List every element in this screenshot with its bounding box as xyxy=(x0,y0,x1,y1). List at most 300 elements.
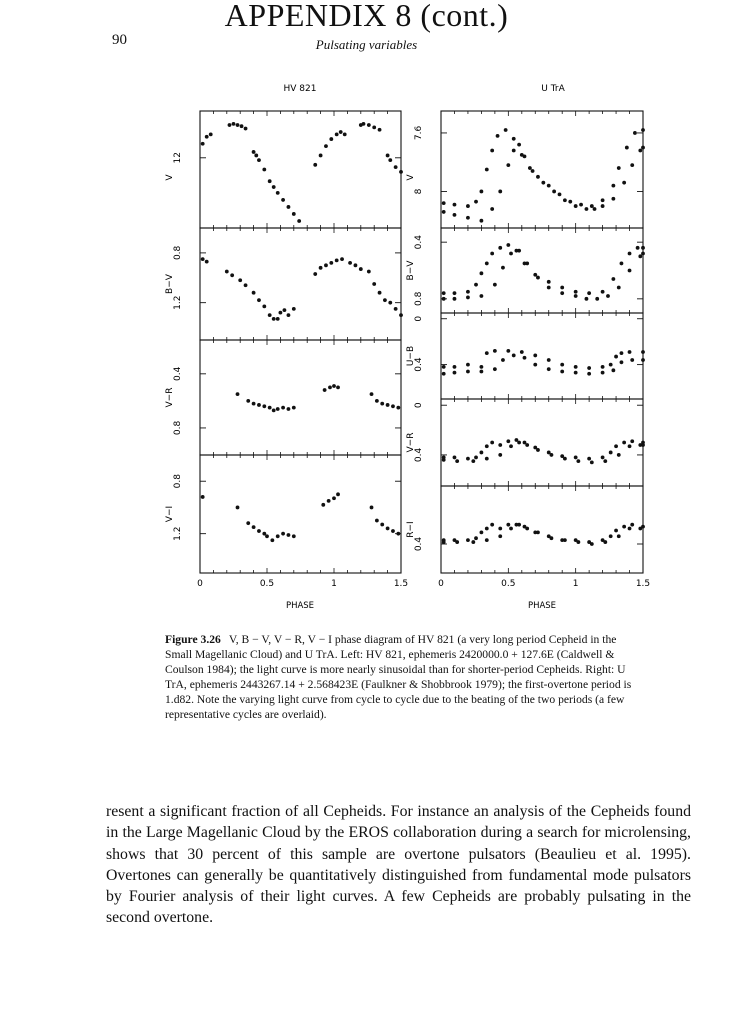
data-point xyxy=(205,135,209,139)
data-point xyxy=(205,260,209,264)
data-point xyxy=(329,261,333,265)
data-point xyxy=(336,492,340,496)
data-point xyxy=(609,534,613,538)
data-point xyxy=(547,367,551,371)
data-point xyxy=(265,534,269,538)
data-point xyxy=(574,290,578,294)
panel-v-r xyxy=(406,399,645,486)
data-point xyxy=(388,301,392,305)
data-point xyxy=(313,163,317,167)
data-point xyxy=(370,392,374,396)
data-point xyxy=(641,246,645,250)
data-point xyxy=(201,142,205,146)
y-tick-label: 0.8 xyxy=(173,420,183,436)
data-point xyxy=(442,540,446,544)
data-point xyxy=(517,441,521,445)
data-point xyxy=(485,538,489,542)
data-point xyxy=(550,536,554,540)
data-point xyxy=(281,198,285,202)
data-point xyxy=(585,207,589,211)
data-point xyxy=(525,262,529,266)
data-point xyxy=(558,192,562,196)
data-point xyxy=(638,149,642,153)
data-point xyxy=(378,128,382,132)
data-point xyxy=(354,263,358,267)
data-point xyxy=(272,317,276,321)
data-point xyxy=(252,525,256,529)
panel-frame xyxy=(200,111,401,228)
data-point xyxy=(283,308,287,312)
data-point xyxy=(614,355,618,359)
data-point xyxy=(611,197,615,201)
data-point xyxy=(466,216,470,220)
data-point xyxy=(574,456,578,460)
data-point xyxy=(474,456,478,460)
data-point xyxy=(563,538,567,542)
data-point xyxy=(641,358,645,362)
data-point xyxy=(228,123,232,127)
data-point xyxy=(281,406,285,410)
data-point xyxy=(517,249,521,253)
data-point xyxy=(622,441,626,445)
data-point xyxy=(609,451,613,455)
data-point xyxy=(336,385,340,389)
data-point xyxy=(560,286,564,290)
data-point xyxy=(474,283,478,287)
data-point xyxy=(257,403,261,407)
data-point xyxy=(638,254,642,258)
data-point xyxy=(490,441,494,445)
data-point xyxy=(276,534,280,538)
y-axis-label: B−V xyxy=(165,274,175,294)
data-point xyxy=(246,399,250,403)
data-point xyxy=(391,404,395,408)
data-point xyxy=(471,459,475,463)
y-tick-label: 0.8 xyxy=(173,474,183,489)
data-point xyxy=(394,307,398,311)
data-point xyxy=(547,286,551,290)
data-point xyxy=(606,294,610,298)
data-point xyxy=(268,179,272,183)
data-point xyxy=(348,261,352,265)
data-point xyxy=(319,266,323,270)
data-point xyxy=(498,453,502,457)
data-point xyxy=(442,365,446,369)
data-point xyxy=(236,506,240,510)
data-point xyxy=(232,122,236,126)
data-point xyxy=(327,499,331,503)
page-number: 90 xyxy=(112,32,127,48)
chart-utra xyxy=(406,84,650,611)
data-point xyxy=(466,204,470,208)
data-point xyxy=(560,291,564,295)
data-point xyxy=(574,365,578,369)
data-point xyxy=(547,358,551,362)
data-point xyxy=(563,198,567,202)
data-point xyxy=(335,133,339,137)
data-point xyxy=(560,363,564,367)
data-point xyxy=(209,133,213,137)
data-point xyxy=(536,276,540,280)
data-point xyxy=(485,168,489,172)
data-point xyxy=(485,351,489,355)
y-tick-label: 0.4 xyxy=(414,235,424,250)
data-point xyxy=(593,207,597,211)
data-point xyxy=(620,360,624,364)
data-point xyxy=(601,456,605,460)
data-point xyxy=(292,406,296,410)
panel-u-b xyxy=(406,313,645,399)
data-point xyxy=(528,166,532,170)
panel-frame xyxy=(441,228,643,313)
data-point xyxy=(622,181,626,185)
data-point xyxy=(547,184,551,188)
panel-frame xyxy=(441,399,643,486)
data-point xyxy=(574,294,578,298)
data-point xyxy=(455,540,459,544)
data-point xyxy=(641,443,645,447)
data-point xyxy=(523,356,527,360)
data-point xyxy=(480,370,484,374)
data-point xyxy=(630,358,634,362)
data-point xyxy=(388,158,392,162)
x-tick-label: 0 xyxy=(197,579,203,589)
data-point xyxy=(509,527,513,531)
page-title: APPENDIX 8 (cont.) xyxy=(224,0,509,33)
data-point xyxy=(485,444,489,448)
y-tick-label: 0 xyxy=(414,402,424,409)
chart-hv821 xyxy=(165,84,408,611)
data-point xyxy=(547,280,551,284)
panel-v xyxy=(406,111,645,228)
data-point xyxy=(466,538,470,542)
data-point xyxy=(453,213,457,217)
data-point xyxy=(614,529,618,533)
y-axis-label: U−B xyxy=(406,345,416,367)
data-point xyxy=(512,149,516,153)
data-point xyxy=(636,246,640,250)
panel-v xyxy=(165,111,403,228)
y-axis-label: V xyxy=(165,174,175,181)
data-point xyxy=(257,298,261,302)
data-point xyxy=(287,533,291,537)
data-point xyxy=(339,130,343,134)
data-point xyxy=(230,273,234,277)
x-tick-label: 1.5 xyxy=(635,579,651,589)
panel-frame xyxy=(441,486,643,573)
data-point xyxy=(287,313,291,317)
data-point xyxy=(236,392,240,396)
data-point xyxy=(329,137,333,141)
data-point xyxy=(370,506,374,510)
data-point xyxy=(641,350,645,354)
data-point xyxy=(517,523,521,527)
data-point xyxy=(297,219,301,223)
data-point xyxy=(225,270,229,274)
data-point xyxy=(396,406,400,410)
data-point xyxy=(201,495,205,499)
data-point xyxy=(506,163,510,167)
data-point xyxy=(601,371,605,375)
data-point xyxy=(638,527,642,531)
data-point xyxy=(617,453,621,457)
x-axis-label: PHASE xyxy=(527,601,557,611)
y-tick-label: 0.8 xyxy=(173,245,183,261)
data-point xyxy=(504,128,508,132)
panel-frame xyxy=(200,455,401,573)
data-point xyxy=(276,407,280,411)
data-point xyxy=(442,201,446,205)
data-point xyxy=(633,131,637,135)
data-point xyxy=(585,297,589,301)
data-point xyxy=(560,370,564,374)
data-point xyxy=(372,282,376,286)
data-point xyxy=(252,291,256,295)
data-point xyxy=(574,204,578,208)
x-tick-label: 1 xyxy=(572,579,579,589)
data-point xyxy=(614,444,618,448)
data-point xyxy=(246,521,250,525)
data-point xyxy=(611,277,615,281)
data-point xyxy=(480,531,484,535)
x-tick-label: 0.5 xyxy=(501,579,516,589)
data-point xyxy=(324,263,328,267)
x-tick-label: 1.5 xyxy=(393,579,409,589)
y-tick-label: 1.2 xyxy=(173,295,183,310)
data-point xyxy=(541,181,545,185)
data-point xyxy=(292,307,296,311)
y-axis-label: R−I xyxy=(406,521,416,538)
data-point xyxy=(442,372,446,376)
data-point xyxy=(442,458,446,462)
data-point xyxy=(313,272,317,276)
data-point xyxy=(609,363,613,367)
data-point xyxy=(391,529,395,533)
data-point xyxy=(533,273,537,277)
data-point xyxy=(601,365,605,369)
data-point xyxy=(321,503,325,507)
data-point xyxy=(262,305,266,309)
data-point xyxy=(603,459,607,463)
data-point xyxy=(474,536,478,540)
data-point xyxy=(595,297,599,301)
data-point xyxy=(380,523,384,527)
data-point xyxy=(480,365,484,369)
data-point xyxy=(244,283,248,287)
data-point xyxy=(501,358,505,362)
data-point xyxy=(568,200,572,204)
data-point xyxy=(268,313,272,317)
data-point xyxy=(533,363,537,367)
data-point xyxy=(453,203,457,207)
data-point xyxy=(480,451,484,455)
data-point xyxy=(531,169,535,173)
data-point xyxy=(485,527,489,531)
data-point xyxy=(399,313,403,317)
data-point xyxy=(587,366,591,370)
data-point xyxy=(262,168,266,172)
data-point xyxy=(485,262,489,266)
data-point xyxy=(287,407,291,411)
data-point xyxy=(622,525,626,529)
data-point xyxy=(386,527,390,531)
panel-v-i xyxy=(165,455,401,573)
data-point xyxy=(362,122,366,126)
data-point xyxy=(340,257,344,261)
data-point xyxy=(466,363,470,367)
panel-b-v xyxy=(406,228,645,313)
data-point xyxy=(480,190,484,194)
data-point xyxy=(590,204,594,208)
figure-caption-text: V, B − V, V − R, V − I phase diagram of HV 821 (a very long period Cepheid in the Small Magellanic Cloud) and U TrA. Left: HV 821, ephemeris 2420000.0 + 127.6E (Caldwell & Coulson 1984); the light curve is more nearly sinusoidal than for shorter-period Cepheids. Right: U TrA, ephemeris 2443267.14 + 2.568423E (Faulkner & Shobbrook 1979); the first-overtone period is 1.d82. Note the varying light curve from cycle to cycle due to the beating of the two periods (a few representative cycles are overlaid). xyxy=(165,633,632,721)
y-axis-label: V−R xyxy=(406,432,416,453)
data-point xyxy=(590,542,594,546)
data-point xyxy=(536,531,540,535)
panel-r-i xyxy=(406,486,645,573)
data-point xyxy=(268,406,272,410)
data-point xyxy=(552,190,556,194)
data-point xyxy=(601,204,605,208)
data-point xyxy=(617,534,621,538)
x-tick-label: 1 xyxy=(331,579,337,589)
data-point xyxy=(536,175,540,179)
data-point xyxy=(506,439,510,443)
data-point xyxy=(238,278,242,282)
panel-v-r xyxy=(165,340,401,455)
y-axis-label: B−V xyxy=(406,260,416,281)
data-point xyxy=(628,350,632,354)
data-point xyxy=(442,210,446,214)
panel-frame xyxy=(441,313,643,399)
x-axis-label: PHASE xyxy=(285,601,315,611)
data-point xyxy=(617,286,621,290)
data-point xyxy=(474,200,478,204)
y-tick-label: 0 xyxy=(414,315,424,322)
data-point xyxy=(490,149,494,153)
panel-b-v xyxy=(165,228,403,340)
data-point xyxy=(453,297,457,301)
data-point xyxy=(455,459,459,463)
y-tick-label: 12 xyxy=(173,152,183,164)
body-paragraph: resent a significant fraction of all Cepheids. For instance an analysis of the Cepheids found in the Large Magellanic Cloud by the EROS collaboration during a search for microlensing, shows that 30 percent of this sample are overtone pulsators (Beaulieu et al. 1995). Overtones can generally be quantitatively distinguished from fundamental mode pulsators by Fourier analysis of their light curves. A few Cepheids are probably pulsating in the second overtone. xyxy=(106,803,691,927)
data-point xyxy=(394,165,398,169)
page-subtitle: Pulsating variables xyxy=(315,37,418,52)
data-point xyxy=(240,124,244,128)
data-point xyxy=(601,290,605,294)
data-point xyxy=(587,291,591,295)
y-tick-label: 1.2 xyxy=(173,526,183,541)
data-point xyxy=(367,270,371,274)
data-point xyxy=(641,128,645,132)
data-point xyxy=(359,267,363,271)
data-point xyxy=(525,443,529,447)
data-point xyxy=(590,460,594,464)
data-point xyxy=(257,529,261,533)
data-point xyxy=(493,349,497,353)
figure-caption xyxy=(165,632,645,722)
data-point xyxy=(480,294,484,298)
data-point xyxy=(498,527,502,531)
data-point xyxy=(287,205,291,209)
data-point xyxy=(506,523,510,527)
data-point xyxy=(319,154,323,158)
data-point xyxy=(270,538,274,542)
data-point xyxy=(587,457,591,461)
data-point xyxy=(375,399,379,403)
data-point xyxy=(272,185,276,189)
data-point xyxy=(375,519,379,523)
data-point xyxy=(372,125,376,129)
data-point xyxy=(498,246,502,250)
data-point xyxy=(579,203,583,207)
data-point xyxy=(485,457,489,461)
data-point xyxy=(466,457,470,461)
data-point xyxy=(496,134,500,138)
data-point xyxy=(332,384,336,388)
data-point xyxy=(506,349,510,353)
data-point xyxy=(574,371,578,375)
data-point xyxy=(525,527,529,531)
data-point xyxy=(512,137,516,141)
data-point xyxy=(630,163,634,167)
panel-frame xyxy=(200,340,401,455)
data-point xyxy=(343,133,347,137)
data-point xyxy=(628,444,632,448)
data-point xyxy=(367,123,371,127)
data-point xyxy=(453,371,457,375)
data-point xyxy=(244,127,248,131)
data-point xyxy=(520,350,524,354)
data-point xyxy=(533,354,537,358)
data-point xyxy=(493,367,497,371)
data-point xyxy=(453,456,457,460)
data-point xyxy=(466,296,470,300)
data-point xyxy=(292,534,296,538)
data-point xyxy=(630,523,634,527)
data-point xyxy=(490,252,494,256)
y-tick-label: 8 xyxy=(414,188,424,195)
y-axis-label: V−I xyxy=(165,505,175,523)
y-tick-label: 0.4 xyxy=(414,536,424,552)
data-point xyxy=(480,219,484,223)
data-point xyxy=(576,459,580,463)
y-axis-label: V xyxy=(406,174,416,181)
chart-title: HV 821 xyxy=(283,84,317,94)
data-point xyxy=(509,444,513,448)
data-point xyxy=(550,453,554,457)
data-point xyxy=(512,354,516,358)
data-point xyxy=(641,146,645,150)
data-point xyxy=(536,448,540,452)
data-point xyxy=(466,370,470,374)
data-point xyxy=(324,144,328,148)
data-point xyxy=(386,403,390,407)
data-point xyxy=(641,252,645,256)
data-point xyxy=(276,191,280,195)
data-point xyxy=(628,252,632,256)
data-point xyxy=(323,388,327,392)
data-point xyxy=(490,523,494,527)
data-point xyxy=(493,283,497,287)
y-tick-label: 0.4 xyxy=(414,357,424,372)
data-point xyxy=(517,143,521,147)
data-point xyxy=(378,291,382,295)
data-point xyxy=(281,532,285,536)
data-point xyxy=(501,266,505,270)
y-axis-label: V−R xyxy=(165,387,175,408)
data-point xyxy=(563,457,567,461)
data-point xyxy=(620,262,624,266)
